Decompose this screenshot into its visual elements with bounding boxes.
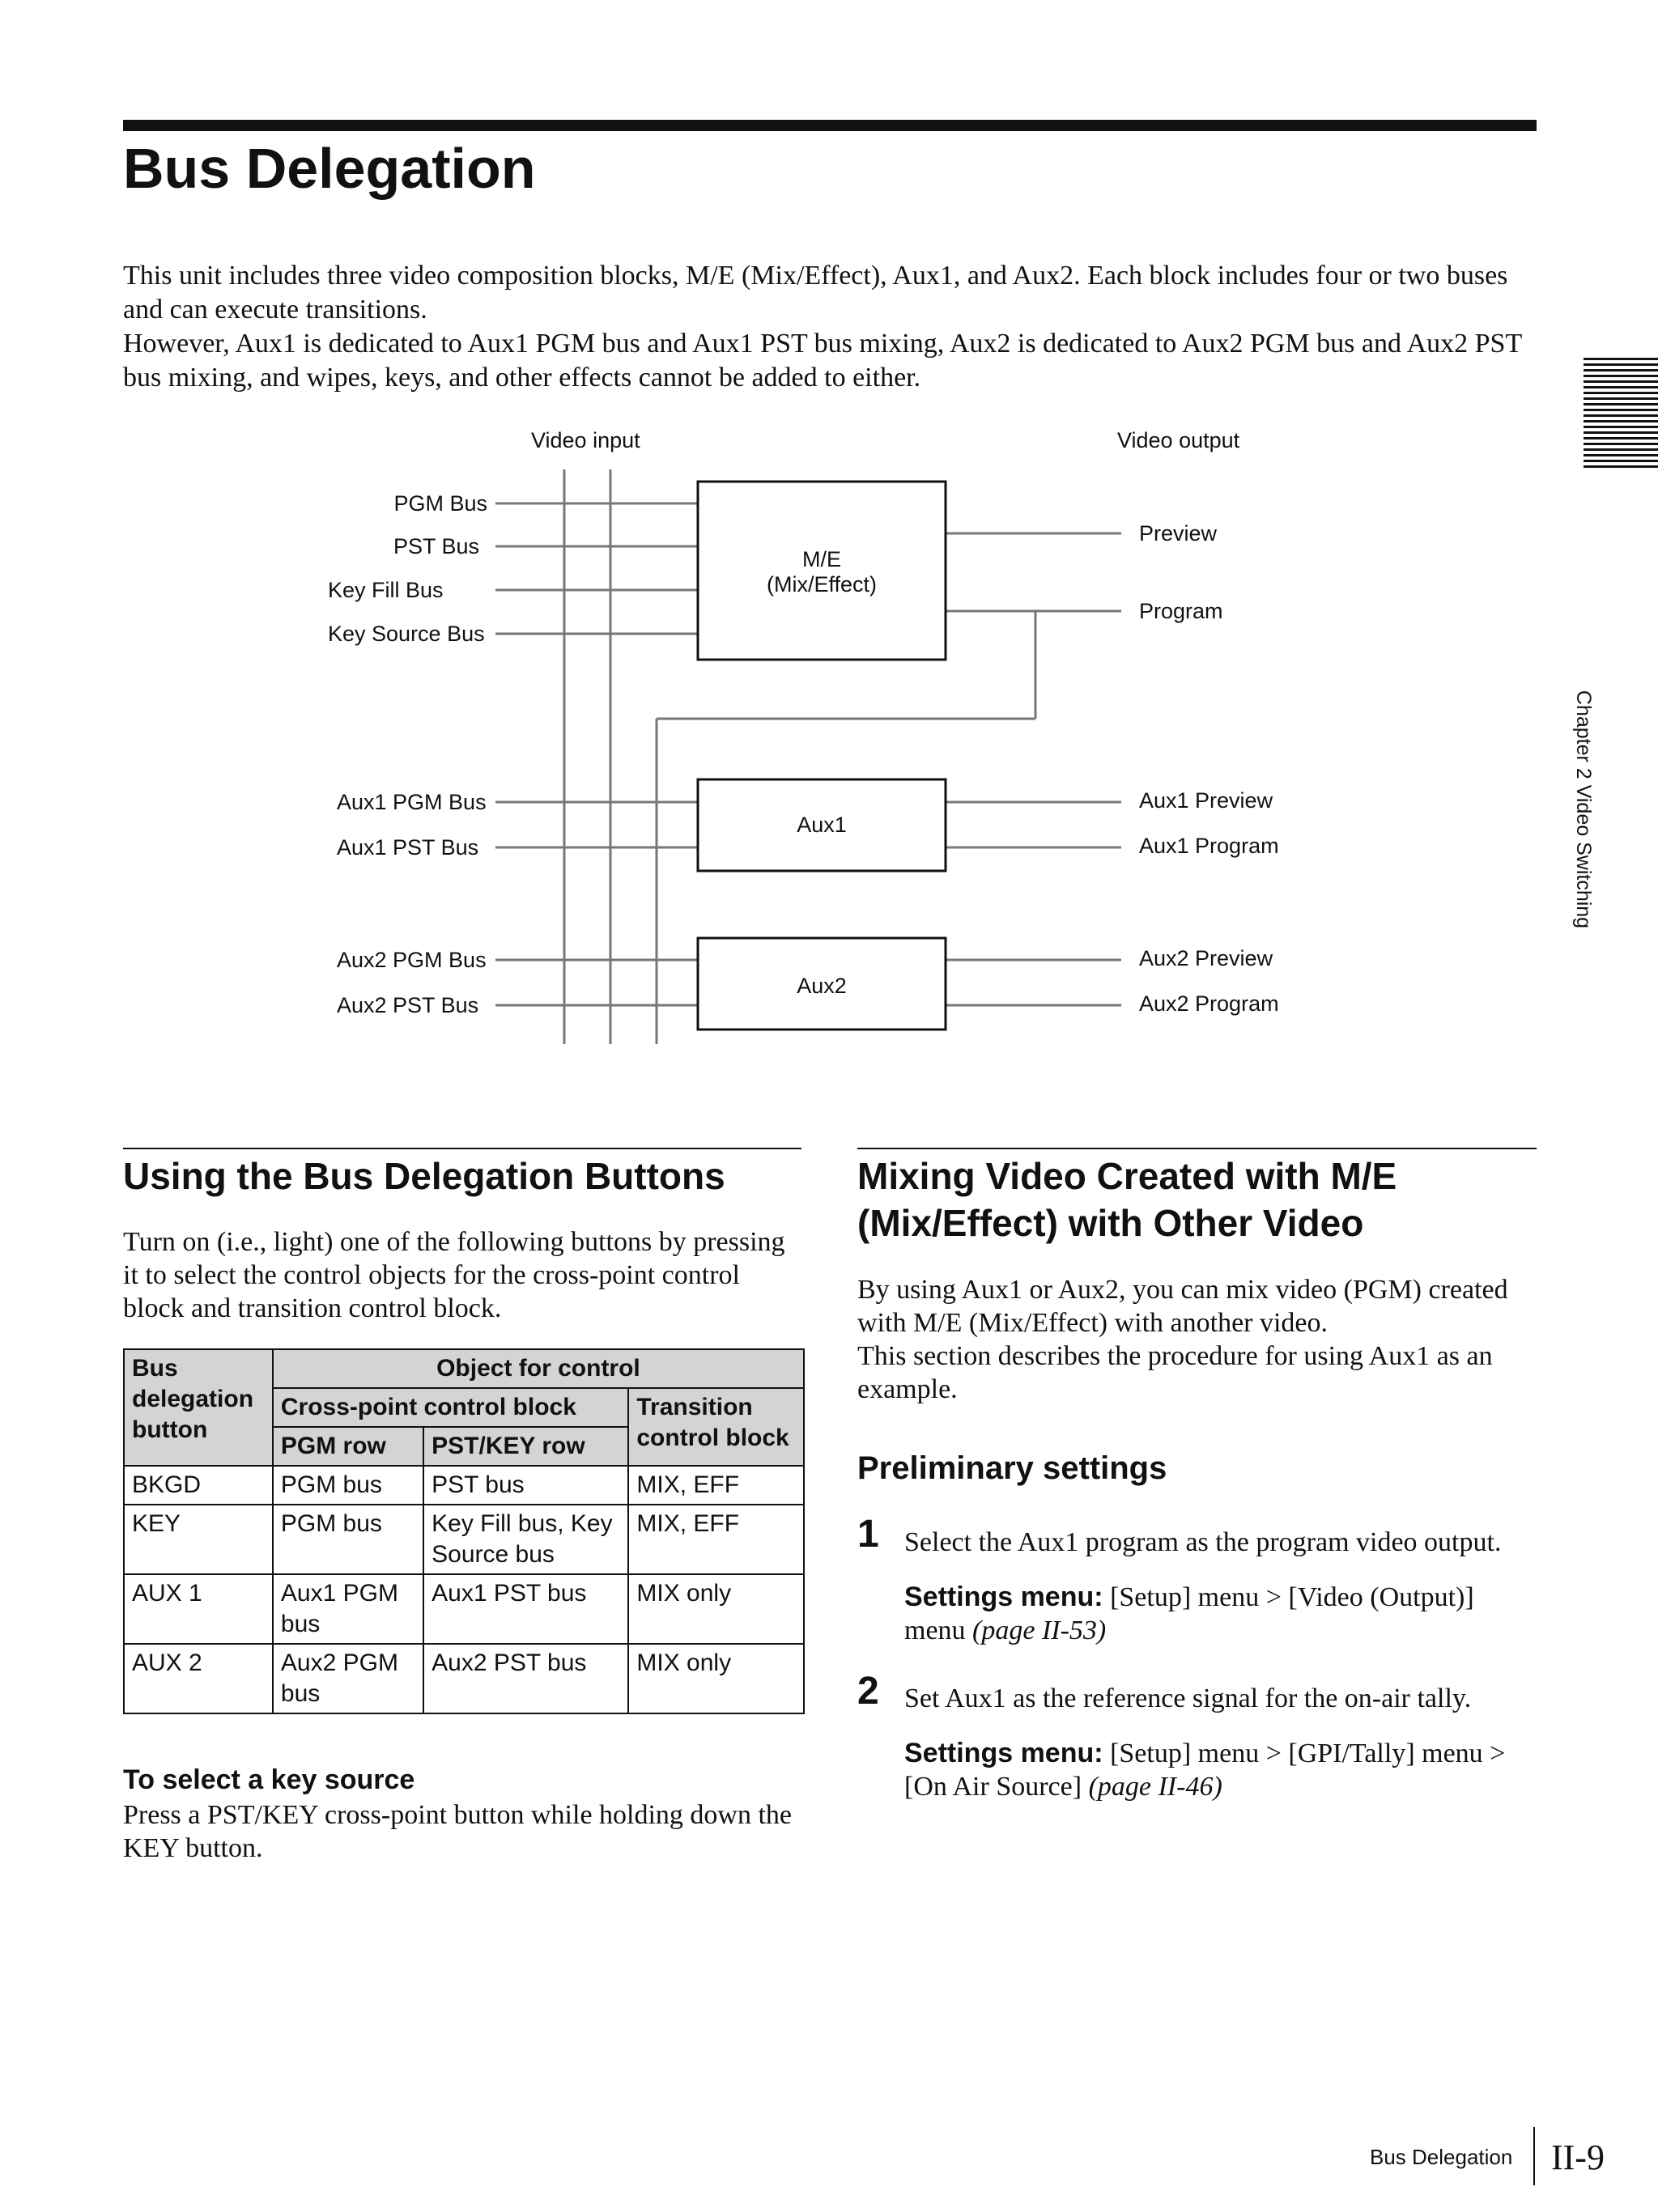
step-number: 2: [857, 1670, 879, 1713]
aux2-input-label: Aux2 PGM Bus: [337, 948, 487, 972]
table-cell: Key Fill bus, Key Source bus: [423, 1505, 628, 1574]
bus-delegation-diagram: [0, 405, 1658, 1068]
step-settings: [904, 1581, 1536, 1647]
me-input-label: PST Bus: [393, 534, 479, 558]
left-section-heading: Using the Bus Delegation Buttons: [123, 1155, 725, 1197]
aux1-input-label: Aux1 PGM Bus: [337, 790, 487, 814]
step-number: 1: [857, 1513, 879, 1556]
table-row: [124, 1644, 804, 1713]
right-column-rule: [857, 1148, 1537, 1149]
right-section-heading: Mixing Video Created with M/E (Mix/Effect) with Other Video: [857, 1155, 1397, 1244]
footer-section-name: Bus Delegation: [1370, 2145, 1513, 2169]
table-cell: MIX, EFF: [628, 1466, 804, 1505]
aux2-output-label: Aux2 Program: [1139, 991, 1279, 1016]
page-reference: (page II-53): [972, 1615, 1107, 1645]
table-row: [124, 1574, 804, 1644]
table-cell: Aux2 PST bus: [423, 1644, 628, 1713]
right-section-intro-2: This section describes the procedure for using Aux1 as an example.: [857, 1341, 1493, 1404]
me-input-label: Key Fill Bus: [328, 578, 444, 602]
settings-path: [Setup] menu > [GPI/Tally] menu > [On Air Source]: [904, 1739, 1506, 1802]
me-output-label: Preview: [1139, 521, 1218, 546]
table-cell: Aux1 PGM bus: [273, 1574, 423, 1644]
table-cell: AUX 2: [124, 1644, 273, 1713]
step-settings: [904, 1737, 1536, 1803]
settings-label: Settings menu:: [904, 1738, 1103, 1768]
left-section-intro: Turn on (i.e., light) one of the following buttons by pressing it to select the control objects for the cross-point control block and transition control block.: [123, 1227, 785, 1323]
me-input-label: PGM Bus: [393, 491, 487, 516]
right-section-intro: By using Aux1 or Aux2, you can mix video (PGM) created with M/E (Mix/Effect) with another video.: [857, 1275, 1508, 1338]
aux1-input-label: Aux1 PST Bus: [337, 835, 479, 860]
table-header-transition: Transition control block: [628, 1388, 804, 1466]
aux2-input-label: Aux2 PST Bus: [337, 993, 479, 1017]
aux1-output-label: Aux1 Program: [1139, 834, 1279, 858]
me-block-label: M/E: [801, 547, 842, 571]
table-cell: MIX, EFF: [628, 1505, 804, 1574]
table-row: [124, 1466, 804, 1505]
step-text: Set Aux1 as the reference signal for the on-air tally.: [904, 1683, 1472, 1713]
table-header-pgm-row: PGM row: [273, 1427, 423, 1466]
table-cell: MIX only: [628, 1574, 804, 1644]
intro-text: [123, 259, 1537, 395]
step-text: Select the Aux1 program as the program video output.: [904, 1527, 1502, 1557]
table-cell: KEY: [124, 1505, 273, 1574]
intro-paragraph: This unit includes three video composition blocks, M/E (Mix/Effect), Aux1, and Aux2. Each block includes four or two buses and can execute transitions.: [123, 261, 1508, 325]
me-output-label: Program: [1139, 599, 1223, 623]
aux2-output-label: Aux2 Preview: [1139, 946, 1273, 970]
table-cell: AUX 1: [124, 1574, 273, 1644]
table-cell: Aux2 PGM bus: [273, 1644, 423, 1713]
aux1-block-label: Aux1: [797, 813, 847, 837]
table-cell: PGM bus: [273, 1505, 423, 1574]
table-header-pstkey-row: PST/KEY row: [423, 1427, 628, 1466]
table-header-object: Object for control: [273, 1349, 804, 1388]
table-row: [124, 1505, 804, 1574]
key-source-text: Press a PST/KEY cross-point button while holding down the KEY button.: [123, 1800, 793, 1863]
footer-divider: [1533, 2127, 1535, 2185]
page-number: II-9: [1551, 2138, 1605, 2177]
table-cell: PST bus: [423, 1466, 628, 1505]
page-reference: (page II-46): [1088, 1772, 1222, 1802]
aux1-output-label: Aux1 Preview: [1139, 788, 1273, 813]
table-cell: Aux1 PST bus: [423, 1574, 628, 1644]
intro-paragraph: However, Aux1 is dedicated to Aux1 PGM bus and Aux1 PST bus mixing, Aux2 is dedicated to Aux2 PGM bus and Aux2 PST bus mixing, and wipes, keys, and other effects cannot be added to either.: [123, 329, 1522, 393]
table-cell: MIX only: [628, 1644, 804, 1713]
video-input-label: Video input: [531, 428, 640, 452]
chapter-side-label-text: Chapter 2 Video Switching: [1572, 690, 1595, 929]
video-output-label: Video output: [1117, 428, 1240, 452]
page-title: Bus Delegation: [123, 137, 536, 200]
table-cell: PGM bus: [273, 1466, 423, 1505]
key-source-heading: To select a key source: [123, 1764, 415, 1795]
settings-path: [Setup] menu > [Video (Output)] menu: [904, 1582, 1474, 1645]
me-block-label: (Mix/Effect): [766, 572, 878, 597]
settings-label: Settings menu:: [904, 1582, 1103, 1612]
left-column-rule: [123, 1148, 801, 1149]
aux2-block-label: Aux2: [797, 974, 847, 998]
me-input-label: Key Source Bus: [328, 622, 485, 646]
table-cell: BKGD: [124, 1466, 273, 1505]
table-header-bus-delegation: Bus delegation button: [124, 1349, 273, 1466]
table-header-crosspoint: Cross-point control block: [273, 1388, 628, 1427]
title-rule: [123, 120, 1537, 131]
bus-delegation-table: [123, 1348, 805, 1714]
preliminary-settings-heading: Preliminary settings: [857, 1450, 1167, 1486]
